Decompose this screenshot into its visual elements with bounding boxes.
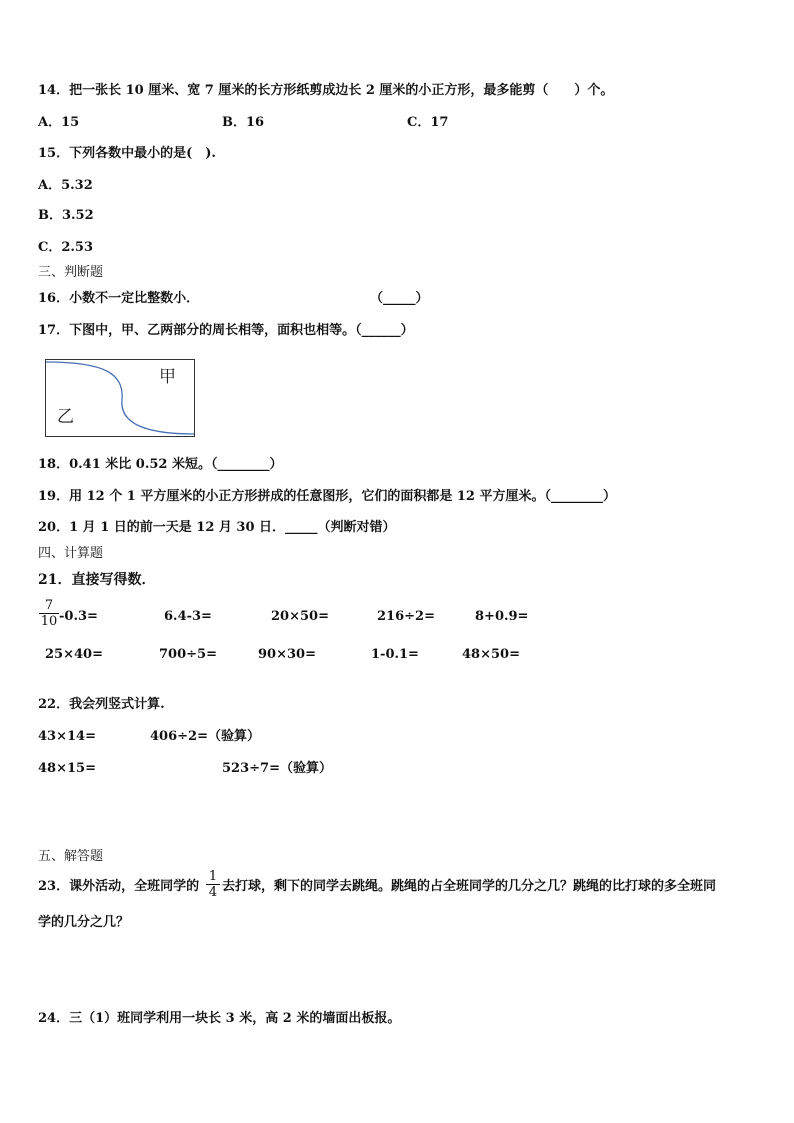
q23-fraction — [206, 869, 220, 900]
q17-stem: 17．下图中，甲、乙两部分的周长相等，面积也相等。（______） — [38, 323, 414, 338]
q20-stem: 20．1 月 1 日的前一天是 12 月 30 日．_____（判断对错） — [38, 520, 396, 535]
q22-item: 523÷7=（验算） — [222, 761, 332, 776]
q14-stem: 14．把一张长 10 厘米、宽 7 厘米的长方形纸剪成边长 2 厘米的小正方形，最多能剪（ ）个。 — [38, 83, 614, 98]
section-heading-answers: 五、解答题 — [38, 849, 104, 864]
q14-option-b: B．16 — [222, 115, 265, 130]
q22-stem: 22．我会列竖式计算. — [38, 697, 165, 712]
q21-item: 25×40= — [45, 647, 103, 662]
q17-label-yi: 乙 — [57, 407, 74, 427]
q15-option-b: B．3.52 — [38, 208, 94, 223]
q21-item: 1-0.1= — [371, 647, 419, 662]
q16-stem: 16．小数不一定比整数小． — [38, 291, 200, 306]
q22-item: 48×15= — [38, 761, 96, 776]
q21-item: 216÷2= — [377, 609, 435, 624]
q21-item: 90×30= — [258, 647, 316, 662]
q21-fraction — [39, 598, 59, 629]
q21-item: 8+0.9= — [475, 609, 529, 624]
q21-stem: 21．直接写得数． — [38, 572, 156, 588]
q18-stem: 18．0.41 米比 0.52 米短。（________） — [38, 457, 283, 472]
section-heading-calculation: 四、计算题 — [38, 546, 104, 561]
q23-fraction-numerator: 1 — [208, 869, 218, 884]
q23-stem-line2: 学的几分之几？ — [38, 915, 130, 930]
q17-figure — [45, 359, 195, 437]
q19-stem: 19．用 12 个 1 平方厘米的小正方形拼成的任意图形，它们的面积都是 12 平方厘米。（________） — [38, 489, 616, 504]
q24-stem: 24．三（1）班同学利用一块长 3 米，高 2 米的墙面出板报。 — [38, 1011, 401, 1026]
section-heading-judgement: 三、判断题 — [38, 265, 104, 280]
q15-option-a: A．5.32 — [38, 178, 93, 193]
q14-option-a: A．15 — [38, 115, 80, 130]
q21-fraction-numerator: 7 — [44, 598, 54, 613]
q22-item: 406÷2=（验算） — [150, 729, 260, 744]
q22-item: 43×14= — [38, 729, 96, 744]
q21-item: 48×50= — [462, 647, 520, 662]
q16-answer-blank: （_____） — [370, 291, 429, 306]
q14-option-c: C．17 — [407, 115, 449, 130]
q23-stem-part1: 23．课外活动，全班同学的 — [38, 879, 200, 894]
q21-item: 6.4-3= — [164, 609, 212, 624]
q15-option-c: C．2.53 — [38, 240, 94, 255]
q21-fraction-denominator: 10 — [40, 614, 58, 629]
q15-stem: 15．下列各数中最小的是( ). — [38, 146, 216, 161]
q17-label-jia: 甲 — [159, 367, 176, 387]
q21-item: 20×50= — [271, 609, 329, 624]
q21-item: -0.3= — [59, 609, 98, 624]
q23-fraction-denominator: 4 — [208, 885, 218, 900]
q21-item: 700÷5= — [159, 647, 217, 662]
q23-stem-part2: 去打球，剩下的同学去跳绳。跳绳的占全班同学的几分之几？跳绳的比打球的多全班同 — [222, 879, 717, 894]
